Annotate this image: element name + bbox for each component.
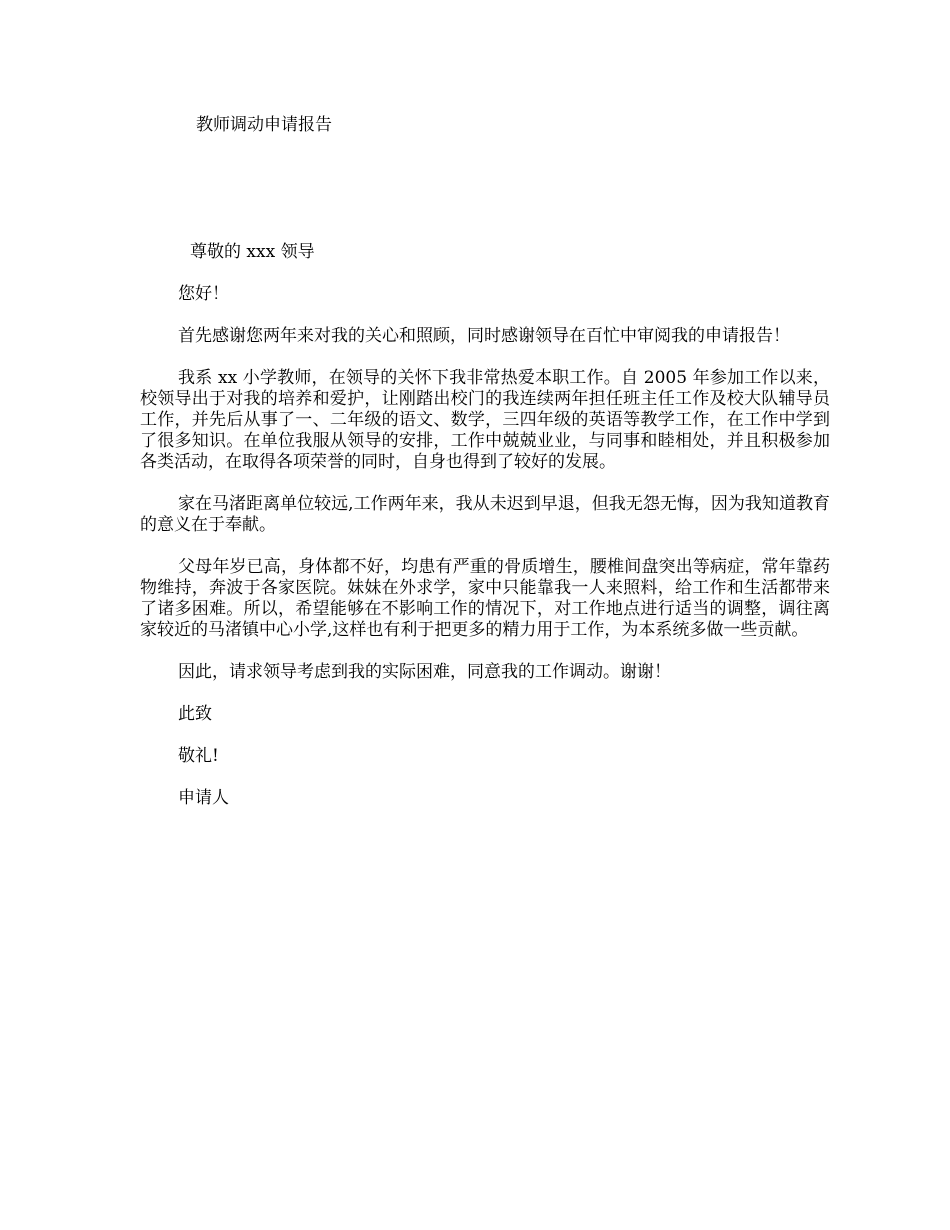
paragraph-background: 我系 xx 小学教师，在领导的关怀下我非常热爱本职工作。自 2005 年参加工作以来，校领导出于对我的培养和爱护，让刚踏出校门的我连续两年担任班主任工作及校大队辅导员工作，并先后从事了一、二年级的语文、数学，三四年级的英语等教学工作，在工作中学到了很多知识。在单位我服从领导的安排，工作中兢兢业业，与同事和睦相处，并且积极参加各类活动，在取得各项荣誉的同时，自身也得到了较好的发展。 (140, 368, 830, 472)
paragraph-distance: 家在马渚距离单位较远,工作两年来，我从未迟到早退，但我无怨无悔，因为我知道教育的意义在于奉献。 (140, 494, 830, 535)
document-title: 教师调动申请报告 (196, 115, 332, 135)
greeting: 您好！ (178, 284, 229, 304)
letter-body (140, 284, 830, 830)
closing-line-2: 敬礼! (178, 746, 219, 766)
applicant-label: 申请人 (178, 788, 229, 808)
paragraph-request: 因此，请求领导考虑到我的实际困难，同意我的工作调动。谢谢！ (178, 662, 671, 682)
paragraph-thanks: 首先感谢您两年来对我的关心和照顾，同时感谢领导在百忙中审阅我的申请报告！ (178, 326, 790, 346)
closing-line-1: 此致 (178, 704, 212, 724)
paragraph-family: 父母年岁已高，身体都不好，均患有严重的骨质增生，腰椎间盘突出等病症，常年靠药物维持，奔波于各家医院。妹妹在外求学，家中只能靠我一人来照料，给工作和生活都带来了诸多困难。所以，希望能够在不影响工作的情况下，对工作地点进行适当的调整，调往离家较近的马渚镇中心小学,这样也有利于把更多的精力用于工作，为本系统多做一些贡献。 (140, 557, 830, 640)
salutation: 尊敬的 xxx 领导 (190, 242, 315, 262)
